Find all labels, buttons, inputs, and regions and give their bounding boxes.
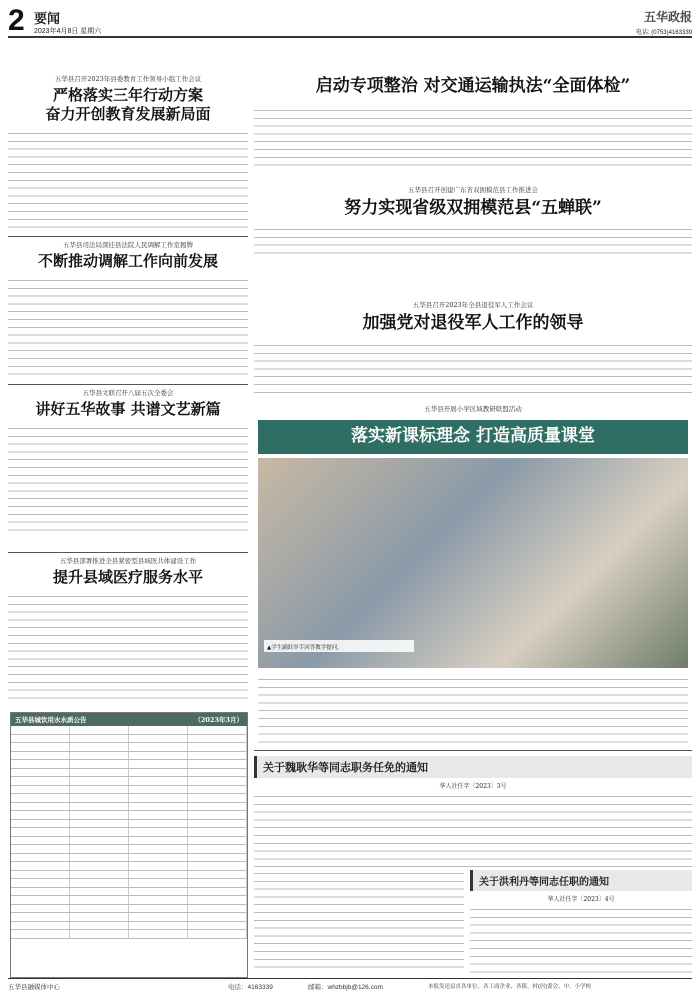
article-education [8, 74, 248, 234]
article-title: 奋力开创教育发展新局面 [45, 104, 211, 123]
notice-body-placeholder [470, 906, 692, 978]
article-title: 不断推动调解工作向前发展 [37, 252, 218, 270]
article-kicker: 五华县召开2023年县委教育工作领导小组工作会议 [54, 75, 202, 83]
table-title: 五华县城饮用水水质公告 [15, 716, 87, 724]
classroom-photo [258, 458, 688, 668]
article-body-placeholder [8, 425, 248, 535]
article-title: 启动专项整治 对交通运输执法“全面体检” [315, 76, 631, 96]
table-period: （2023年3月） [194, 716, 243, 724]
notice-doc-number: 华人社任字〔2023〕4号 [547, 896, 615, 903]
article-kicker: 五华县文联召开八届五次全委会 [82, 389, 174, 397]
article-title: 加强党对退役军人工作的领导 [362, 313, 584, 333]
notice-title: 关于洪利丹等同志任职的通知 [470, 870, 692, 891]
article-banner [258, 420, 688, 454]
divider [8, 384, 248, 385]
page-number: 2 [8, 4, 25, 37]
article-body-placeholder [254, 107, 692, 167]
water-quality-table [10, 712, 248, 978]
footer-phone: 电话：4163339 [228, 984, 273, 991]
section-title: 要闻 [34, 12, 61, 27]
article-title: 讲好五华故事 共谱文艺新篇 [35, 400, 221, 418]
article-kicker: 五华县司法局深挂县法院人民调解工作室揭牌 [63, 241, 193, 249]
article-medical [8, 556, 248, 706]
page-footer [8, 978, 692, 991]
footer-distribution: 本报发送县直各单位、各工商企业、各镇、村(居)委会、中、小学校 [428, 984, 592, 990]
notice-title: 关于魏耿华等同志职务任免的通知 [254, 756, 692, 778]
notice-body-placeholder [254, 793, 692, 873]
article-kicker: 五华县部署推进全县紧密型县域医共体建设工作 [59, 557, 197, 565]
article-body-placeholder [254, 342, 692, 394]
page-header [8, 6, 692, 38]
article-arts [8, 388, 248, 548]
article-kicker: 五华县召开创建广东省双拥模范县工作推进会 [408, 186, 538, 195]
notice-appointment-2 [470, 870, 692, 974]
notice-doc-number: 华人社任字〔2023〕3号 [439, 783, 507, 790]
article-kicker: 五华县召开2023年全县退役军人工作会议 [412, 301, 534, 309]
notice-appointment-1 [254, 756, 692, 866]
article-body-placeholder [8, 593, 248, 703]
photo-caption [264, 640, 414, 652]
caption-text: ▲学生踊跃举手回答教学提问。 [267, 645, 343, 651]
article-title: 严格落实三年行动方案 [52, 86, 203, 104]
issue-date: 2023年4月8日 星期六 [34, 28, 102, 35]
footer-email: 邮箱：whzbbjb@126.com [308, 984, 383, 991]
article-title: 努力实现省级双拥模范县“五蝉联” [344, 198, 602, 219]
table-grid [11, 726, 247, 939]
article-veterans [254, 300, 692, 400]
article-kicker: 五华县开展小学区域教研联盟活动 [424, 405, 522, 413]
divider [8, 552, 248, 553]
footer-publisher: 五华县融媒体中心 [8, 984, 60, 991]
header-phone: 电话: (0753)4163339 [635, 30, 692, 36]
article-body-placeholder [254, 226, 692, 257]
article-body-placeholder [8, 130, 248, 230]
paper-name: 五华政报 [643, 10, 692, 24]
notice-body-placeholder [254, 870, 464, 974]
article-traffic [254, 76, 692, 256]
table-header [11, 713, 247, 726]
article-title: 落实新课标理念 打造高质量课堂 [351, 426, 595, 446]
article-body-placeholder [8, 277, 248, 377]
divider [254, 750, 692, 751]
article-mediation [8, 240, 248, 380]
divider [8, 236, 248, 237]
article-title: 提升县域医疗服务水平 [52, 568, 203, 586]
article-body-placeholder [258, 676, 688, 746]
